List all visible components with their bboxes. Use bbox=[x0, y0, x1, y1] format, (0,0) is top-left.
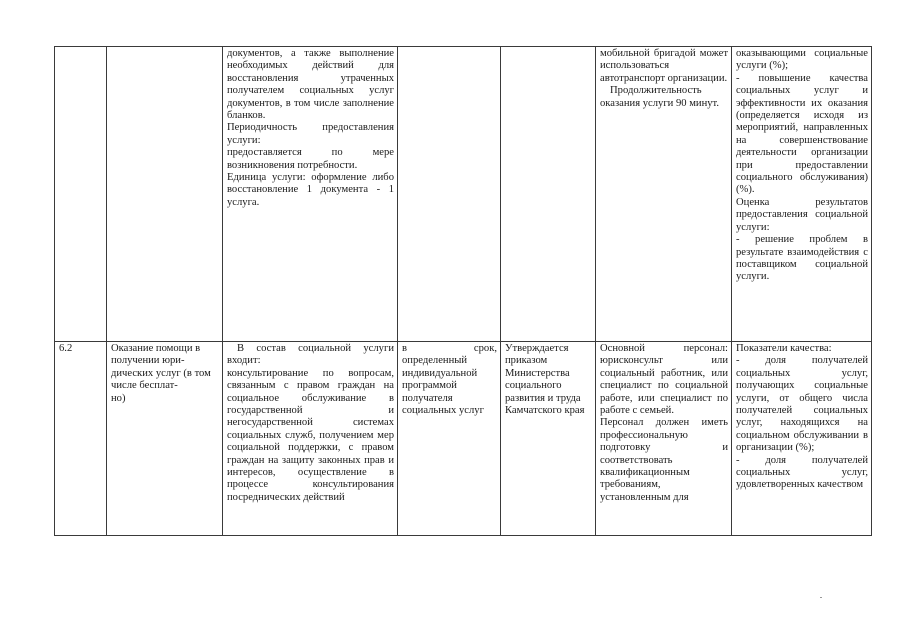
row2-deadline bbox=[398, 342, 501, 536]
row1-conditions-text: Продолжительность оказания услуги 90 минут. bbox=[600, 85, 720, 109]
row1-conditions-text: мобильной бригадой может использоваться автотранспорт организации. bbox=[600, 48, 728, 84]
row1-deadline bbox=[398, 47, 501, 342]
row2-indicators-text: - доля получателей социальных услуг, удовлетворенных качеством bbox=[736, 454, 868, 491]
services-table bbox=[54, 46, 872, 536]
row1-description-text: Единица услуги: оформление либо восстановление 1 документа - 1 услуга. bbox=[227, 172, 394, 208]
row1-indicators-text: оказывающими социальные услуги (%); bbox=[736, 48, 868, 72]
row1-description bbox=[223, 47, 398, 342]
row2-description bbox=[223, 342, 398, 536]
row1-conditions bbox=[596, 47, 732, 342]
row2-regulation-text: Утверждается приказом Министерства социального развития и труда Камчатского края bbox=[505, 343, 585, 417]
scan-speck bbox=[820, 597, 822, 598]
row1-description-text: предоставляется по мере возникновения потребности. bbox=[227, 147, 394, 171]
row2-conditions-text: Основной персонал: юрисконсульт или социальный работник, или специалист по социальной работе, или специалист по работе с семьей. bbox=[600, 343, 728, 417]
row1-number bbox=[55, 47, 107, 342]
row2-indicators-text: Показатели качества: bbox=[736, 343, 832, 354]
row2-deadline-text: в срок, определенный индивидуальной программой получателя социальных услуг bbox=[402, 343, 497, 417]
row1-indicators-text: - повышение качества социальных услуг и эффективности их оказания (определяется исходя из мероприятий, направленных на совершенствование деятельности организации при предоставлении социального обслуживания) (%). bbox=[736, 72, 868, 196]
row2-conditions bbox=[596, 342, 732, 536]
table-row bbox=[55, 342, 872, 536]
row1-indicators-text: - решение проблем в результате взаимодействия с поставщиком социальной услуги. bbox=[736, 234, 868, 283]
row2-name-text: Оказание помощи в получении юри- дических услуг (в том числе бесплат- но) bbox=[111, 343, 211, 404]
row2-number: 6.2 bbox=[55, 342, 107, 536]
row2-description-text: консультирование по вопросам, связанным с правом граждан на социальное обслуживание в государственной и негосударственной системах социальных служб, получением мер социальной поддержки, с правом граждан на защиту законных прав и интересов, осуществление в процессе консультирования посреднических действий bbox=[227, 367, 394, 503]
row2-conditions-text: Персонал должен иметь профессиональную подготовку и соответствовать квалификационным требованиям, установленным для bbox=[600, 417, 728, 503]
row2-description-text: В состав социальной услуги входит: bbox=[227, 343, 394, 367]
row1-description-text: Периодичность предоставления услуги: bbox=[227, 122, 394, 146]
row1-indicators-text: Оценка результатов предоставления социальной услуги: bbox=[736, 196, 868, 233]
row1-regulation bbox=[501, 47, 596, 342]
table-row bbox=[55, 47, 872, 342]
row2-regulation bbox=[501, 342, 596, 536]
row2-indicators bbox=[732, 342, 872, 536]
row1-name bbox=[107, 47, 223, 342]
row1-description-text: документов, а также выполнение необходимых действий для восстановления утраченных получателем социальных услуг документов, в том числе заполнение бланков. bbox=[227, 48, 394, 122]
row2-name bbox=[107, 342, 223, 536]
row2-indicators-text: - доля получателей социальных услуг, получающих социальные услуги, от общего числа получателей социальных услуг, находящихся на социальном обслуживании в организации (%); bbox=[736, 355, 868, 454]
row1-indicators bbox=[732, 47, 872, 342]
